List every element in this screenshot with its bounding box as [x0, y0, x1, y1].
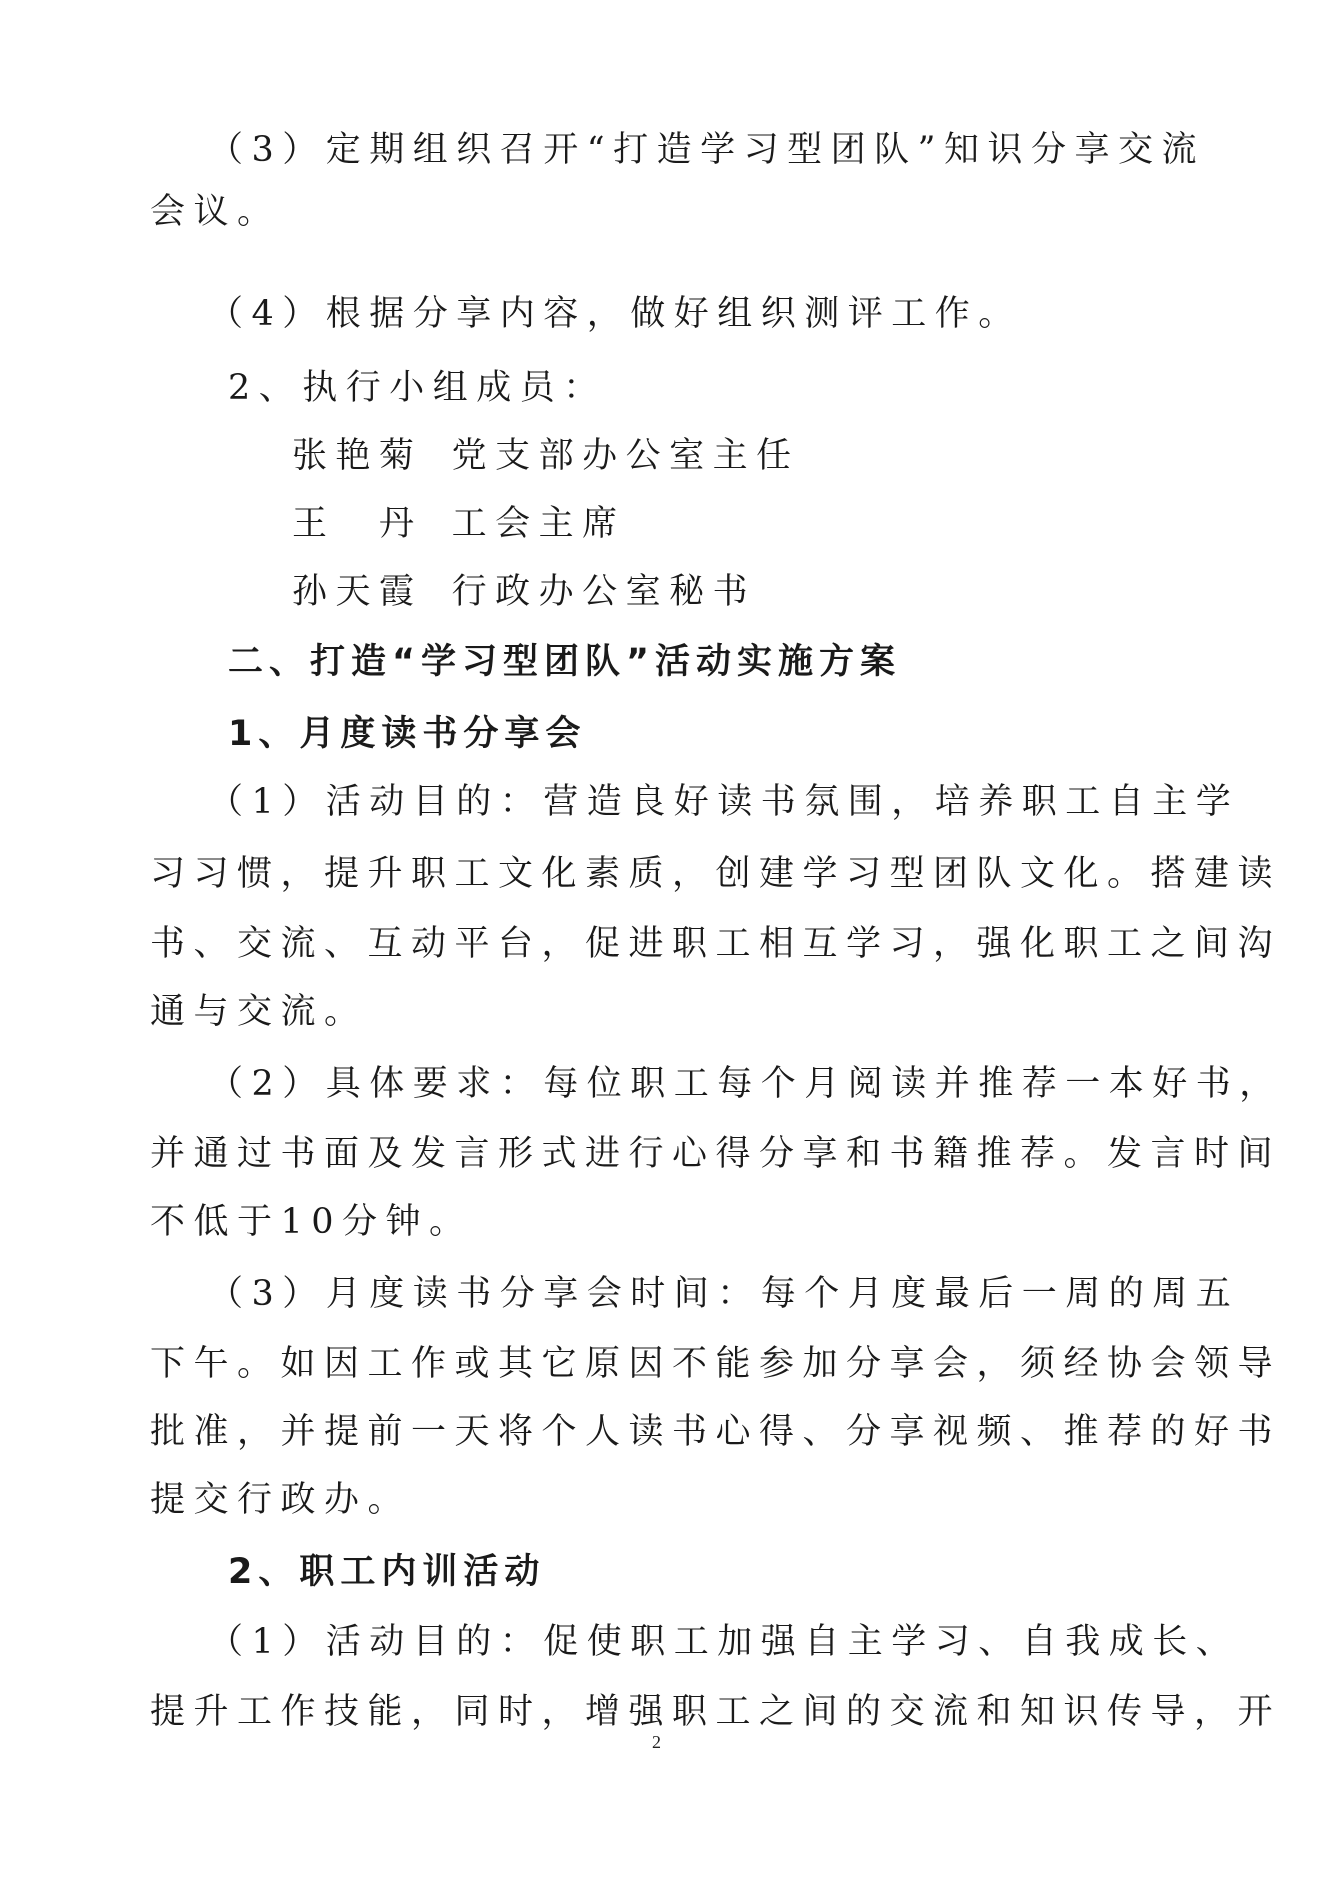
- paragraph-line: （3）定期组织召开“打造学习型团队”知识分享交流: [208, 130, 1206, 170]
- page-number: 2: [652, 1732, 661, 1752]
- paragraph-line: 习习惯，提升职工文化素质，创建学习型团队文化。搭建读: [150, 854, 1282, 894]
- member-role: 党支部办公室主任: [451, 436, 800, 476]
- paragraph-line: 会议。: [150, 192, 281, 232]
- member-role: 行政办公室秘书: [451, 572, 757, 612]
- paragraph-line: 书、交流、互动平台，促进职工相互学习，强化职工之间沟: [150, 924, 1282, 964]
- paragraph-line: （4）根据分享内容，做好组织测评工作。: [208, 294, 1022, 334]
- paragraph-line: 提升工作技能，同时，增强职工之间的交流和知识传导，开: [150, 1692, 1282, 1732]
- member-row: [292, 570, 756, 614]
- paragraph-line: （1）活动目的：促使职工加强自主学习、自我成长、: [208, 1622, 1240, 1662]
- paragraph-line: 批准，并提前一天将个人读书心得、分享视频、推荐的好书: [150, 1412, 1282, 1452]
- paragraph-line: （1）活动目的：营造良好读书氛围，培养职工自主学: [208, 782, 1240, 822]
- paragraph-line: 提交行政办。: [150, 1480, 412, 1520]
- paragraph-line: （2）具体要求：每位职工每个月阅读并推荐一本好书，: [208, 1064, 1283, 1104]
- paragraph-line: 并通过书面及发言形式进行心得分享和书籍推荐。发言时间: [150, 1134, 1282, 1174]
- member-role: 工会主席: [451, 504, 626, 544]
- subsection-heading: 2、职工内训活动: [228, 1552, 546, 1592]
- paragraph-line: 不低于10分钟。: [150, 1202, 473, 1242]
- paragraph-line: 通与交流。: [150, 992, 368, 1032]
- section-heading: 二、打造“学习型团队”活动实施方案: [228, 642, 902, 682]
- member-row: [292, 434, 800, 478]
- member-name: 王 丹: [292, 504, 423, 544]
- exec-team-title: 2、执行小组成员：: [228, 368, 607, 408]
- subsection-heading: 1、月度读书分享会: [228, 714, 587, 754]
- paragraph-line: （3）月度读书分享会时间：每个月度最后一周的周五: [208, 1274, 1240, 1314]
- paragraph-line: 下午。如因工作或其它原因不能参加分享会，须经协会领导: [150, 1344, 1282, 1384]
- member-row: [292, 502, 626, 546]
- member-name: 孙天霞: [292, 572, 423, 612]
- member-name: 张艳菊: [292, 436, 423, 476]
